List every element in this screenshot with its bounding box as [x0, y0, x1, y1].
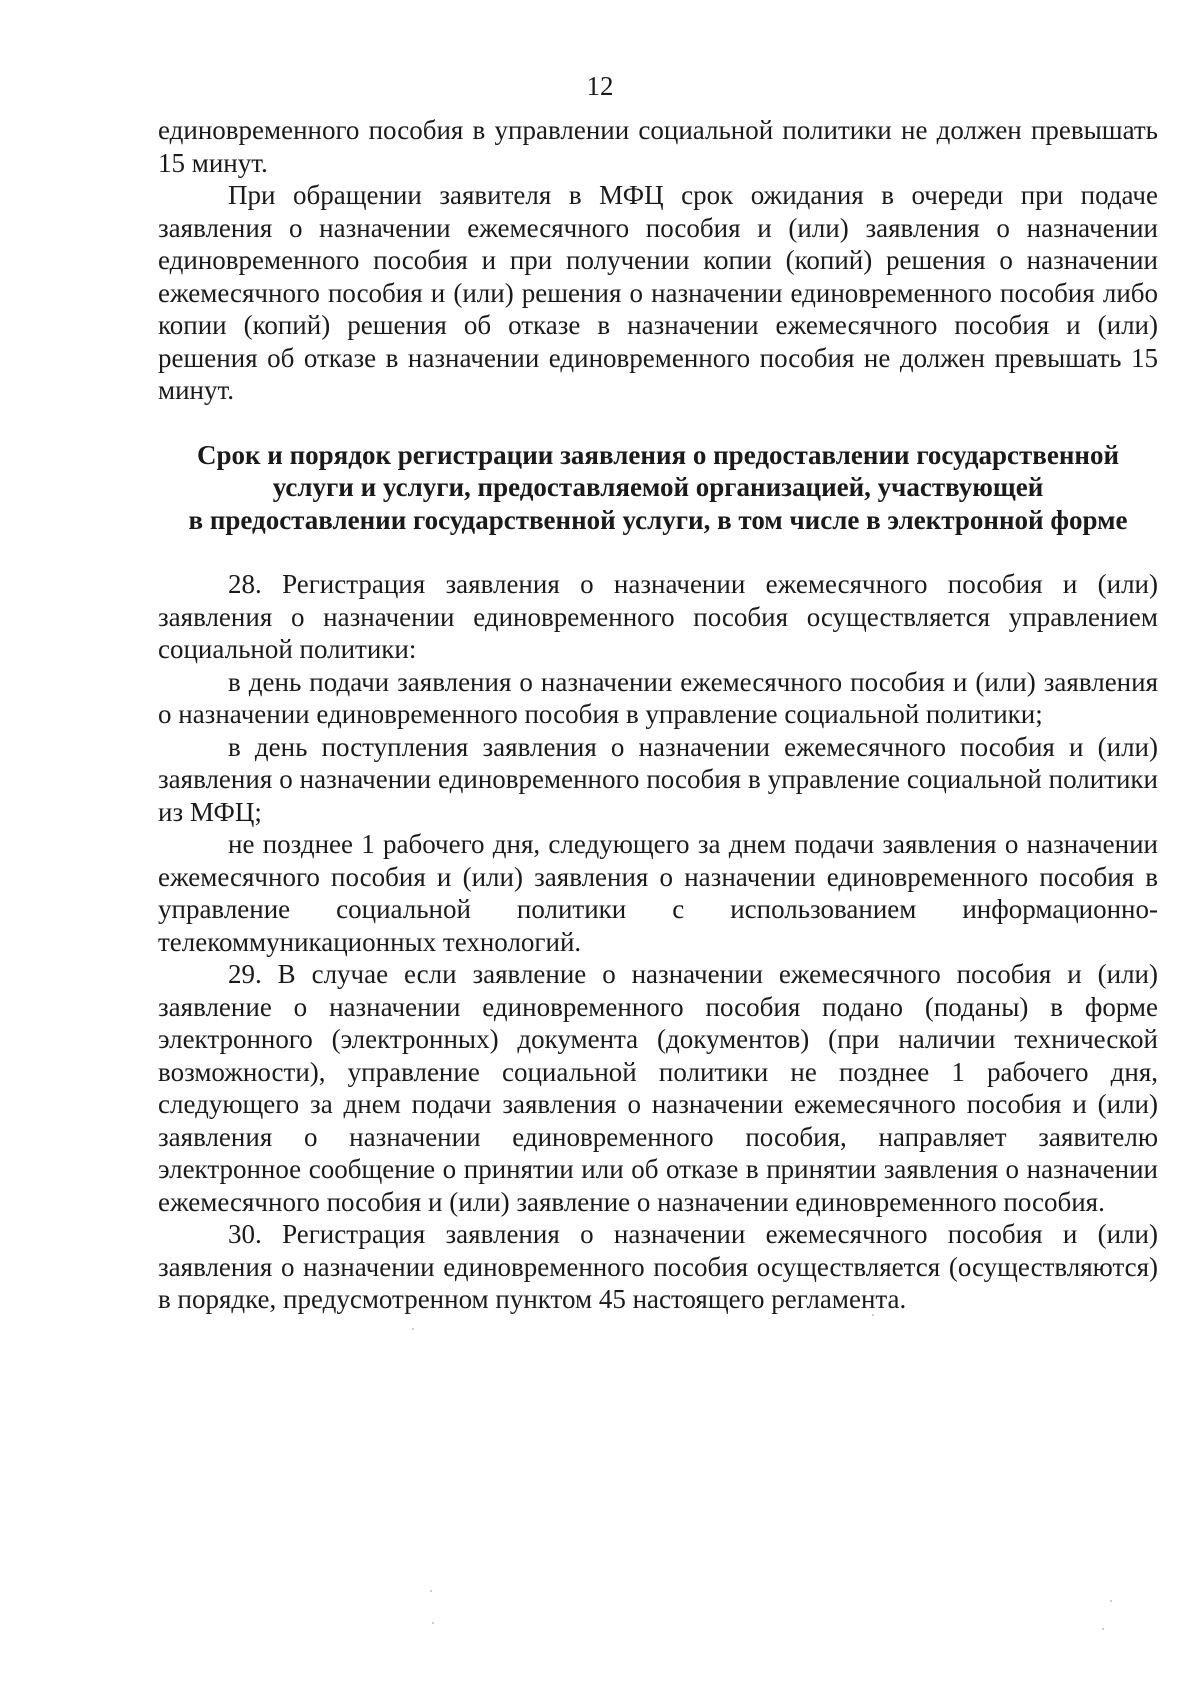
- paragraph-continuation: единовременного пособия в управлении социальной политики не должен превышать 15 минут.: [158, 115, 1158, 178]
- item-28: 28. Регистрация заявления о назначении ежемесячного пособия и (или) заявления о назначении единовременного пособия осуществляется управлением социальной политики:: [158, 569, 1158, 664]
- scan-speck: [432, 1622, 434, 1624]
- item-30: 30. Регистрация заявления о назначении ежемесячного пособия и (или) заявления о назначении единовременного пособия осуществляется (осуществляются) в порядке, предусмотренном пунктом 45 настоящего регламента.: [158, 1219, 1158, 1314]
- section-heading-line-1: Срок и порядок регистрации заявления о предоставлении государственной: [196, 439, 1120, 470]
- item-28-case-from-mfc: в день поступления заявления о назначении ежемесячного пособия и (или) заявления о назначении единовременного пособия в управление социальной политики из МФЦ;: [158, 731, 1158, 827]
- section-heading-line-3: в предоставлении государственной услуги, в том числе в электронной форме: [188, 504, 1128, 535]
- section-heading: [158, 439, 1158, 537]
- scan-speck: [412, 1328, 414, 1330]
- section-heading-line-2: услуги и услуги, предоставляемой организацией, участвующей: [272, 472, 1044, 502]
- scan-speck: [1102, 1628, 1104, 1630]
- item-28-case-in-person: в день подачи заявления о назначении ежемесячного пособия и (или) заявления о назначении единовременного пособия в управление социальной политики;: [158, 666, 1158, 729]
- scan-speck: [872, 1314, 874, 1316]
- item-28-case-electronic: не позднее 1 рабочего дня, следующего за днем подачи заявления о назначении ежемесячного пособия и (или) заявления о назначении единовременного пособия в управление социальной политики с использованием информационно-телекоммуникационных технологий.: [158, 829, 1158, 957]
- item-29: 29. В случае если заявление о назначении ежемесячного пособия и (или) заявление о назначении единовременного пособия подано (поданы) в форме электронного (электронных) документа (документов) (при наличии технической возможности), управление социальной политики не позднее 1 рабочего дня, следующего за днем подачи заявления о назначении ежемесячного пособия и (или) заявления о назначении единовременного пособия, направляет заявителю электронное сообщение о принятии или об отказе в принятии заявления о назначении ежемесячного пособия и (или) заявление о назначении единовременного пособия.: [158, 959, 1158, 1217]
- scan-speck: [430, 1590, 432, 1592]
- paragraph-mfc-waiting-time: При обращении заявителя в МФЦ срок ожидания в очереди при подаче заявления о назначении ежемесячного пособия и (или) заявления о назначении единовременного пособия и при получении копии (копий) решения о назначении ежемесячного пособия и (или) решения о назначении единовременного пособия либо копии (копий) решения об отказе в назначении ежемесячного пособия и (или) решения об отказе в назначении единовременного пособия не должен превышать 15 минут.: [158, 180, 1158, 405]
- page-number: 12: [586, 71, 614, 101]
- document-body: [158, 114, 1158, 1316]
- scan-speck: [1110, 1600, 1112, 1602]
